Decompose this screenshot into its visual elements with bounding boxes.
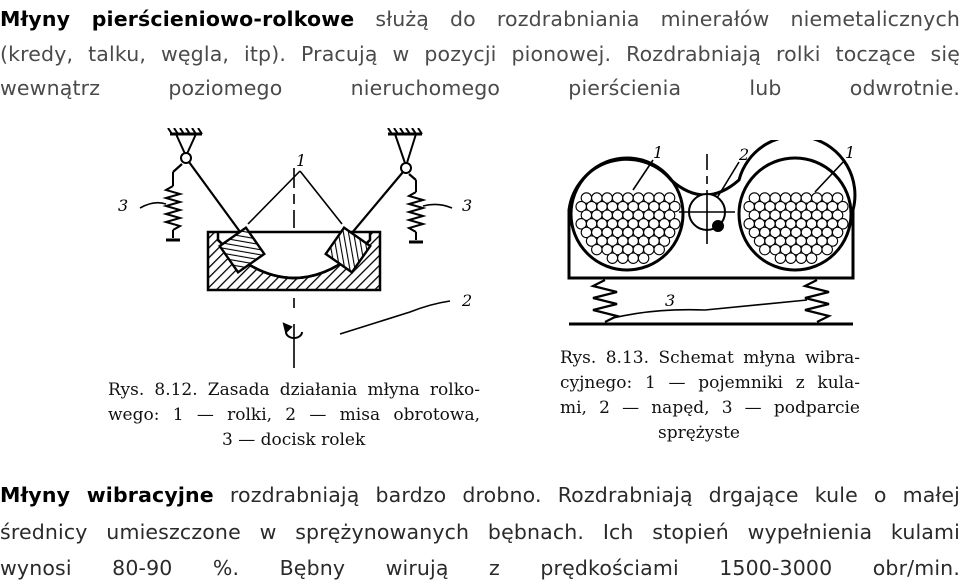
intro-line-2: (kredy, talku, węgla, itp). Pracują w pozycji pionowej. Rozdrabniają rolki toczące się: [0, 41, 960, 66]
caption-right-line-3: mi, 2 — napęd, 3 — podparcie: [560, 398, 860, 418]
grinding-ball: [760, 244, 770, 254]
grinding-ball: [592, 244, 602, 254]
label-spring-right: 3: [462, 196, 473, 215]
intro-line-1: Młyny pierścieniowo-rolkowe służą do rozdrabniania minerałów niemetalicznych: [0, 7, 960, 31]
label-spring-left: 3: [118, 196, 129, 215]
left-ceiling-mount: [168, 128, 202, 163]
label-support: 3: [665, 291, 676, 310]
grinding-ball: [806, 253, 816, 263]
outro-paragraph: [0, 477, 960, 587]
grinding-ball: [654, 244, 664, 254]
outro-term: Młyny wibracyjne: [0, 483, 214, 507]
outro-line-1: Młyny wibracyjne rozdrabniają bardzo drobno. Rozdrabniają drgające kule o małej: [0, 483, 960, 507]
grinding-ball: [796, 253, 806, 263]
right-ceiling-mount: [388, 128, 422, 173]
label-drum-left: 1: [653, 143, 664, 162]
grinding-ball: [822, 244, 832, 254]
grinding-ball: [786, 253, 796, 263]
caption-right-line-1: Rys. 8.13. Schemat młyna wibra-: [560, 348, 860, 368]
right-spring: [409, 180, 423, 242]
rotation-arrow-icon: [284, 324, 302, 338]
intro-term: Młyny pierścieniowo-rolkowe: [0, 7, 355, 31]
intro-paragraph: [0, 2, 960, 106]
grinding-ball: [638, 253, 648, 263]
outro-line-2: średnicy umieszczone w sprężynowanych bębnach. Ich stopień wypełnienia kulami: [0, 519, 960, 544]
leader-lines: [140, 171, 452, 334]
caption-left-line-3: 3 — docisk rolek: [222, 430, 366, 450]
grinding-ball: [775, 253, 785, 263]
label-drive: 2: [739, 145, 750, 164]
caption-left-line-1: Rys. 8.12. Zasada działania młyna rolko-: [108, 380, 480, 400]
label-bowl: 2: [462, 291, 473, 310]
caption-right-line-2: cyjnego: 1 — pojemniki z kula-: [560, 373, 860, 393]
label-rollers: 1: [296, 151, 307, 170]
vibratory-mill-diagram: [555, 140, 875, 330]
roller-mill-diagram: [110, 128, 510, 373]
grinding-ball: [618, 253, 628, 263]
caption-left-line-2: wego: 1 — rolki, 2 — misa obrotowa,: [108, 405, 480, 425]
left-spring: [166, 172, 180, 240]
caption-right-line-4: sprężyste: [658, 423, 740, 443]
grinding-ball: [607, 253, 617, 263]
label-drum-right: 1: [845, 143, 856, 162]
figure-left-caption: [108, 378, 480, 453]
grinding-ball: [628, 253, 638, 263]
figure-right-caption: [560, 346, 860, 446]
intro-line-3: wewnątrz poziomego nieruchomego pierścienia lub odwrotnie.: [0, 76, 960, 100]
outro-line-3: wynosi 80-90 %. Bębny wirują z prędkościami 1500-3000 obr/min.: [0, 556, 960, 580]
